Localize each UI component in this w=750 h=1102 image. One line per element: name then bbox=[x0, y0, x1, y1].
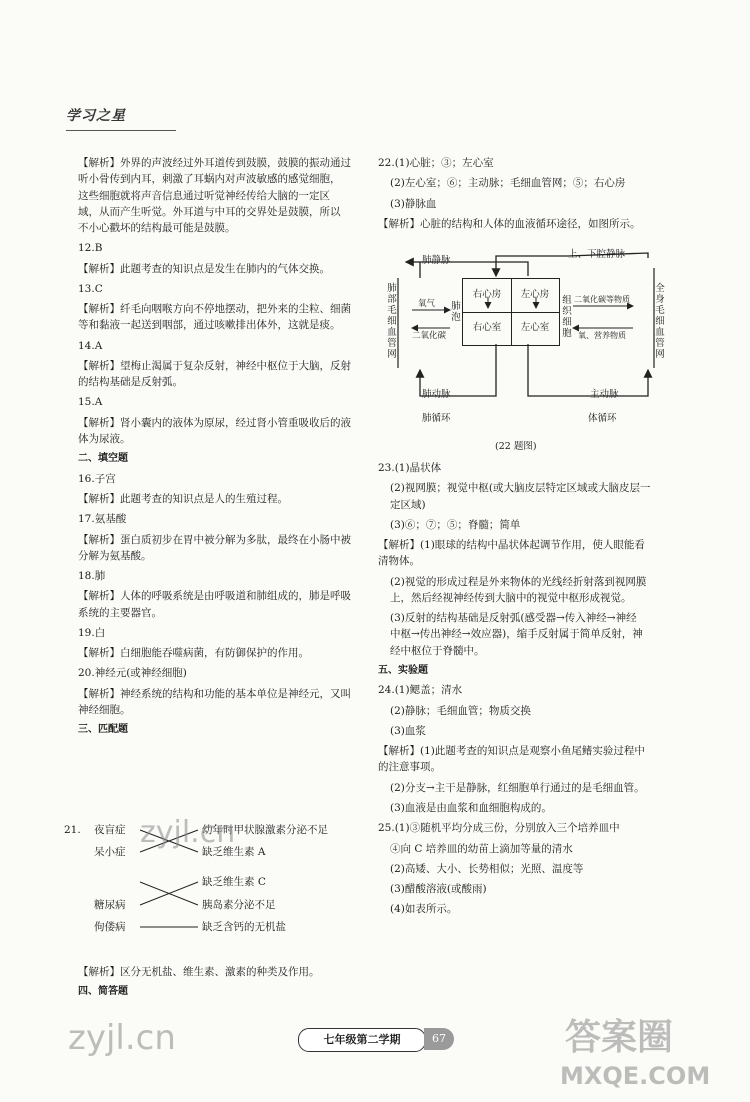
watermark-text: MXQE.COM bbox=[560, 1062, 711, 1090]
brand-logo: 学习之星 bbox=[66, 108, 126, 124]
answer-line: 16.子宫 bbox=[78, 472, 116, 485]
oxygen-label: 氧气 bbox=[418, 299, 436, 309]
answer-line: 【解析】神经系统的结构和功能的基本单位是神经元，又叫 神经细胞。 bbox=[78, 687, 351, 716]
answer-line: 18.肺 bbox=[78, 570, 106, 583]
answer-line: (3)⑥；⑦；⑤；脊髓；简单 bbox=[390, 518, 521, 531]
answer-line: 24.(1)鳃盖；清水 bbox=[378, 684, 463, 697]
match-right-item: 缺乏含钙的无机盐 bbox=[202, 921, 286, 933]
answer-line: (2)静脉；毛细血管；物质交换 bbox=[390, 704, 531, 717]
answer-line: 14.A bbox=[78, 339, 103, 352]
section-heading: 五、实验题 bbox=[378, 664, 428, 676]
match-right-item: 缺乏维生素 A bbox=[202, 846, 266, 858]
answer-line: 【解析】此题考查的知识点是发生在肺内的气体交换。 bbox=[78, 262, 330, 275]
answer-line: 【解析】纤毛向咽喉方向不停地摆动，把外来的尘粒、细菌 等和黏液一起送到咽部，通过咳嗽排出体外，这就是痰。 bbox=[78, 303, 351, 332]
page-number: 67 bbox=[424, 1028, 454, 1050]
aorta-label: 主动脉 bbox=[590, 389, 619, 400]
right-atrium: 右心房 bbox=[463, 279, 512, 313]
answer-line: (3)血浆 bbox=[390, 724, 426, 737]
answer-line: 12.B bbox=[78, 242, 103, 255]
answer-line: 【解析】外界的声波经过外耳道传到鼓膜，鼓膜的振动通过 听小骨传到内耳，刺激了耳蜗内对声波敏感的感觉细胞， 这些细胞就将声音信息通过听觉神经传给大脑的一定区 域，从而产生听觉。外耳道与中耳的交界处是鼓膜，所以 不小心戳坏的结构最可能是鼓膜。 bbox=[78, 157, 351, 235]
diagram-caption: (22 题图) bbox=[495, 441, 537, 452]
right-column-bottom bbox=[378, 460, 678, 922]
pulmonary-circulation-label: 肺循环 bbox=[422, 413, 451, 424]
answer-line: 【解析】心脏的结构和人体的血液循环途径，如图所示。 bbox=[378, 217, 641, 230]
right-ventricle: 右心室 bbox=[463, 312, 512, 345]
pulmonary-artery-label: 肺动脉 bbox=[422, 389, 451, 400]
answer-line: (2)视网膜；视觉中枢(或大脑皮层特定区域或大脑皮层一 定区域) bbox=[390, 482, 651, 511]
answer-line: 【解析】白细胞能吞噬病菌，有防御保护的作用。 bbox=[78, 647, 309, 660]
answer-line: 17.氨基酸 bbox=[78, 513, 127, 526]
circulation-diagram bbox=[378, 248, 668, 438]
match-right-item: 幼年时甲状腺激素分泌不足 bbox=[202, 824, 328, 836]
co2-waste-label: 二氧化碳等物质 bbox=[574, 295, 630, 304]
answer-line: (4)如表所示。 bbox=[390, 903, 458, 916]
watermark-text: zyjl.cn bbox=[68, 1018, 176, 1058]
left-column bbox=[78, 155, 368, 742]
answer-line: (3)静脉血 bbox=[390, 197, 437, 210]
match-left-item: 佝偻病 bbox=[94, 921, 126, 933]
answer-line: 22.(1)心脏；③；左心室 bbox=[378, 157, 494, 169]
answer-line: (3)血液是由血浆和血细胞构成的。 bbox=[390, 802, 552, 815]
answer-line: 【解析】蛋白质初步在胃中被分解为多肽，最终在小肠中被 分解为氨基酸。 bbox=[78, 533, 351, 562]
match-left-item: 糖尿病 bbox=[94, 899, 126, 911]
answer-line: 15.A bbox=[78, 396, 103, 409]
answer-line: (3)醋酸溶液(或酸雨) bbox=[390, 883, 487, 896]
left-bottom bbox=[78, 964, 368, 1004]
match-right-item: 缺乏维生素 C bbox=[202, 876, 266, 888]
tissue-label: 组织细胞 bbox=[562, 295, 572, 339]
answer-line: ④向 C 培养皿的幼苗上滴加等量的清水 bbox=[390, 842, 573, 855]
answer-line: 【解析】(1)眼球的结构中晶状体起调节作用，使人眼能看 清物体。 bbox=[378, 539, 645, 568]
oxygen-nutrients-label: 氧、营养物质 bbox=[578, 331, 626, 340]
answer-line: (2)分支→主干是静脉，红细胞单行通过的是毛细血管。 bbox=[390, 781, 645, 794]
vena-cava-label: 上、下腔静脉 bbox=[568, 249, 626, 260]
header-rule bbox=[66, 130, 176, 131]
answer-line: (2)高矮、大小、长势相似；光照、温度等 bbox=[390, 862, 584, 875]
answer-line: 20.神经元(或神经细胞) bbox=[78, 667, 187, 680]
lung-capillary-label: 肺部毛细血管网 bbox=[387, 283, 397, 360]
answer-line: 13.C bbox=[78, 282, 103, 295]
match-left-item: 呆小症 bbox=[94, 846, 126, 858]
answer-line: 【解析】(1)此题考查的知识点是观察小鱼尾鳍实验过程中 的注意事项。 bbox=[378, 745, 645, 774]
systemic-circulation-label: 体循环 bbox=[588, 413, 617, 424]
answer-line: 【解析】望梅止渴属于复杂反射，神经中枢位于大脑，反射 的结构基础是反射弧。 bbox=[78, 359, 351, 389]
footer-label: 七年级第二学期 bbox=[298, 1028, 426, 1052]
co2-label: 二氧化碳 bbox=[412, 331, 447, 341]
watermark-text: zyjl.cn bbox=[140, 815, 236, 850]
answer-line: 【解析】区分无机盐、维生素、激素的种类及作用。 bbox=[78, 966, 320, 978]
section-heading: 三、匹配题 bbox=[78, 724, 128, 736]
matching-number: 21. bbox=[64, 824, 81, 836]
answer-line: 【解析】肾小囊内的液体为原尿，经过肾小管重吸收后的液 体为尿液。 bbox=[78, 416, 351, 445]
answer-line: (2)视觉的形成过程是外来物体的光线经折射落到视网膜 上，然后经视神经传到大脑中的视觉中枢形成视觉。 bbox=[390, 575, 647, 604]
right-column-top bbox=[378, 155, 678, 236]
watermark-text: 答案圈 bbox=[565, 1017, 674, 1058]
answer-line: 19.白 bbox=[78, 626, 106, 639]
alveoli-label: 肺泡 bbox=[451, 301, 461, 323]
left-ventricle: 左心室 bbox=[520, 322, 550, 334]
left-atrium: 左心房 bbox=[511, 279, 559, 313]
answer-line: 【解析】此题考查的知识点是人的生殖过程。 bbox=[78, 493, 288, 506]
section-heading: 四、简答题 bbox=[78, 986, 128, 998]
answer-line: 23.(1)晶状体 bbox=[378, 462, 442, 474]
systemic-capillary-label: 全身毛细血管网 bbox=[655, 283, 665, 360]
answer-line: 【解析】人体的呼吸系统是由呼吸道和肺组成的，肺是呼吸 系统的主要器官。 bbox=[78, 590, 351, 619]
answer-line: (2)左心室；⑥；主动脉；毛细血管网；⑤；右心房 bbox=[390, 177, 626, 190]
answer-line: 25.(1)③随机平均分成三份，分别放入三个培养皿中 bbox=[378, 822, 620, 835]
match-left-item: 夜盲症 bbox=[94, 824, 126, 836]
heart-chambers bbox=[462, 278, 560, 346]
match-right-item: 胰岛素分泌不足 bbox=[202, 899, 276, 911]
answer-line: (3)反射的结构基础是反射弧(感受器→传入神经→神经 中枢→传出神经→效应器)，缩手反射属于简单反射，神 经中枢位于脊髓中。 bbox=[390, 612, 643, 657]
pulmonary-vein-label: 肺静脉 bbox=[422, 255, 451, 266]
section-heading: 二、填空题 bbox=[78, 453, 128, 465]
